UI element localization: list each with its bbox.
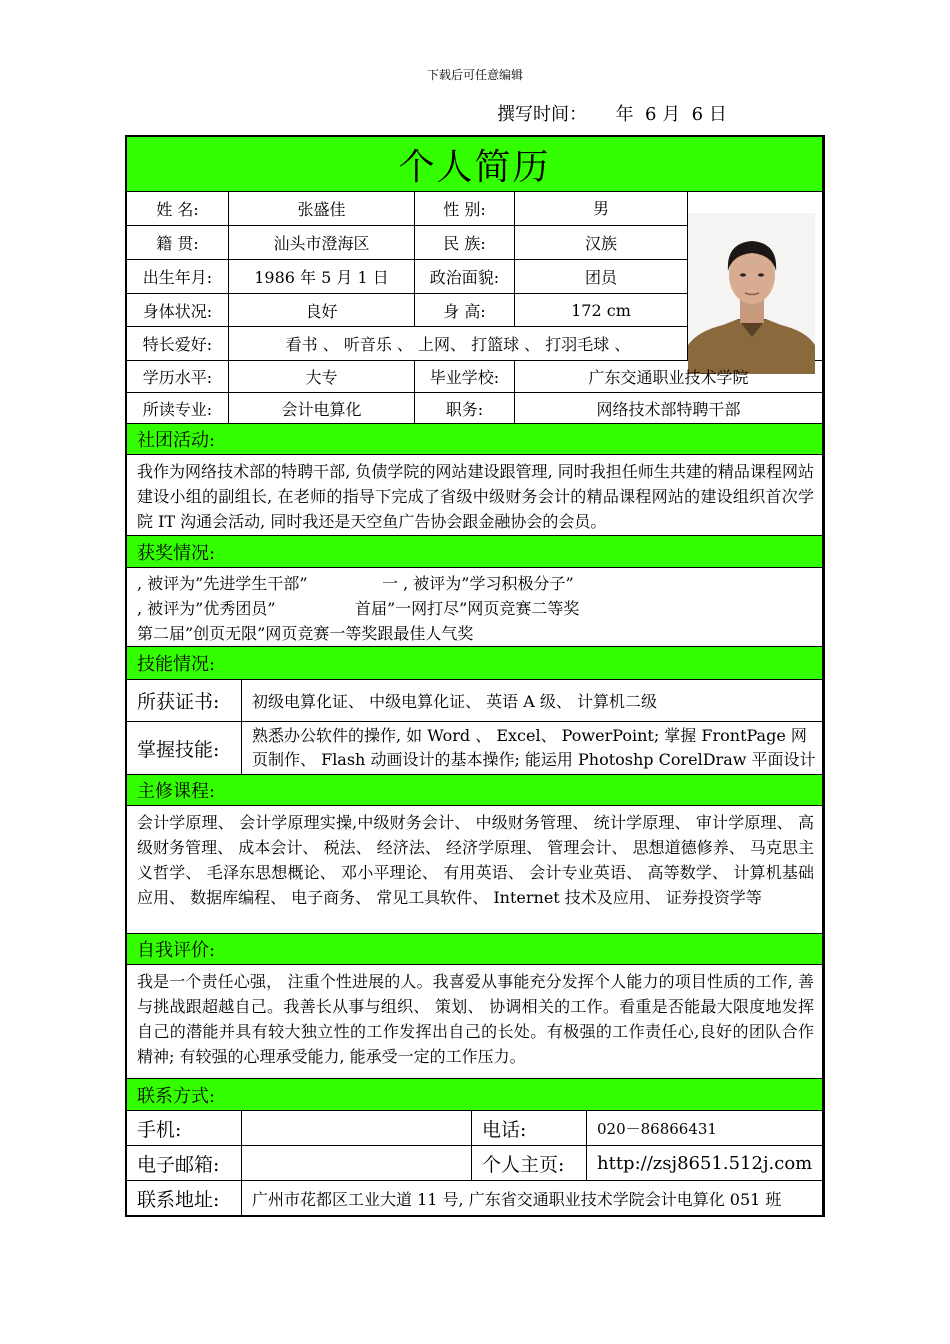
address-label: 联系地址: (127, 1181, 242, 1215)
master-value: 熟悉办公软件的操作, 如 Word 、 Excel、 PowerPoint; 掌握 FrontPage 网页制作、 Flash 动画设计的基本操作; 能运用 Photoshp CorelDraw 平面设计 (242, 722, 823, 775)
courses-text: 会计学原理、 会计学原理实操,中级财务会计、 中级财务管理、 统计学原理、 审计学原理、 高级财务管理、 成本会计、 税法、 经济法、 经济学原理、 管理会计、 思想道德修养、 马克思主义哲学、 毛泽东思想概论、 邓小平理论、 有用英语、 会计专业英语、 高等数学、 计算机基础应用、 数据库编程、 电子商务、 常见工具软件、 Internet 技术及应用、 证券投资学等 (127, 806, 823, 934)
resume-table (125, 135, 825, 1217)
skills-header: 技能情况: (127, 647, 823, 680)
native-value: 汕头市澄海区 (229, 226, 415, 260)
self-eval-text: 我是一个责任心强， 注重个性进展的人。我喜爱从事能充分发挥个人能力的项目性质的工作, 善与挑战跟超越自己。我善长从事与组织、 策划、 协调相关的工作。看重是否能最大限度地发挥自己的潜能并具有较大独立性的工作发挥出自己的长处。有极强的工作责任心,良好的团队合作精神; 有较强的心理承受能力, 能承受一定的工作压力。 (127, 965, 823, 1079)
height-value: 172 cm (515, 294, 688, 327)
awards-header: 获奖情况: (127, 536, 823, 568)
hobby-label: 特长爱好: (127, 327, 229, 361)
mobile-value (242, 1111, 472, 1146)
portrait-photo (688, 213, 815, 374)
award-line-3: 第二届”创页无限”网页竞赛一等奖跟最佳人气奖 (137, 624, 474, 643)
top-note: 下载后可任意编辑 (426, 68, 523, 82)
school-value: 广东交通职业技术学院 (515, 361, 823, 393)
hobby-value: 看书 、 听音乐 、 上网、 打篮球 、 打羽毛球 、 (229, 327, 688, 361)
position-value: 网络技术部特聘干部 (515, 393, 823, 424)
award-line-2a: , 被评为”优秀团员” (137, 599, 276, 618)
name-value: 张盛佳 (229, 192, 415, 226)
homepage-label: 个人主页: (472, 1146, 587, 1181)
health-label: 身体状况: (127, 294, 229, 327)
position-label: 职务: (415, 393, 515, 424)
ethnic-value: 汉族 (515, 226, 688, 260)
club-header: 社团活动: (127, 424, 823, 455)
date-line: 撰写时间： 年 6 月 6 日 (497, 104, 727, 125)
address-value: 广州市花都区工业大道 11 号, 广东省交通职业技术学院会计电算化 051 班 (242, 1181, 823, 1215)
page-title: 个人简历 (127, 137, 823, 192)
birth-value: 1986 年 5 月 1 日 (229, 260, 415, 294)
height-label: 身 高: (415, 294, 515, 327)
cert-label: 所获证书: (127, 680, 242, 722)
self-eval-header: 自我评价: (127, 934, 823, 965)
political-label: 政治面貌: (415, 260, 515, 294)
birth-label: 出生年月: (127, 260, 229, 294)
mobile-label: 手机: (127, 1111, 242, 1146)
award-line-1a: , 被评为”先进学生干部” (137, 574, 308, 593)
contact-header: 联系方式: (127, 1079, 823, 1111)
phone-value: 020－86866431 (587, 1111, 823, 1146)
gender-value: 男 (515, 192, 688, 226)
gender-label: 性 别: (415, 192, 515, 226)
awards-box (127, 568, 823, 647)
major-label: 所读专业: (127, 393, 229, 424)
edu-value: 大专 (229, 361, 415, 393)
school-label: 毕业学校: (415, 361, 515, 393)
political-value: 团员 (515, 260, 688, 294)
edu-label: 学历水平: (127, 361, 229, 393)
name-label: 姓 名: (127, 192, 229, 226)
award-line-1b: 一 , 被评为”学习积极分子” (382, 574, 574, 593)
courses-header: 主修课程: (127, 775, 823, 806)
phone-label: 电话: (472, 1111, 587, 1146)
award-line-2b: 首届”一网打尽”网页竞赛二等奖 (355, 599, 580, 618)
email-value (242, 1146, 472, 1181)
native-label: 籍 贯: (127, 226, 229, 260)
club-text: 我作为网络技术部的特聘干部, 负债学院的网站建设跟管理, 同时我担任师生共建的精品课程网站建设小组的副组长, 在老师的指导下完成了省级中级财务会计的精品课程网站的建设组织首次学院 IT 沟通会活动, 同时我还是天空鱼广告协会跟金融协会的会员。 (127, 455, 823, 536)
cert-value: 初级电算化证、 中级电算化证、 英语 A 级、 计算机二级 (242, 680, 823, 722)
ethnic-label: 民 族: (415, 226, 515, 260)
email-label: 电子邮箱: (127, 1146, 242, 1181)
health-value: 良好 (229, 294, 415, 327)
master-label: 掌握技能: (127, 722, 242, 775)
homepage-link[interactable]: http://zsj8651.512j.com (587, 1146, 823, 1181)
major-value: 会计电算化 (229, 393, 415, 424)
